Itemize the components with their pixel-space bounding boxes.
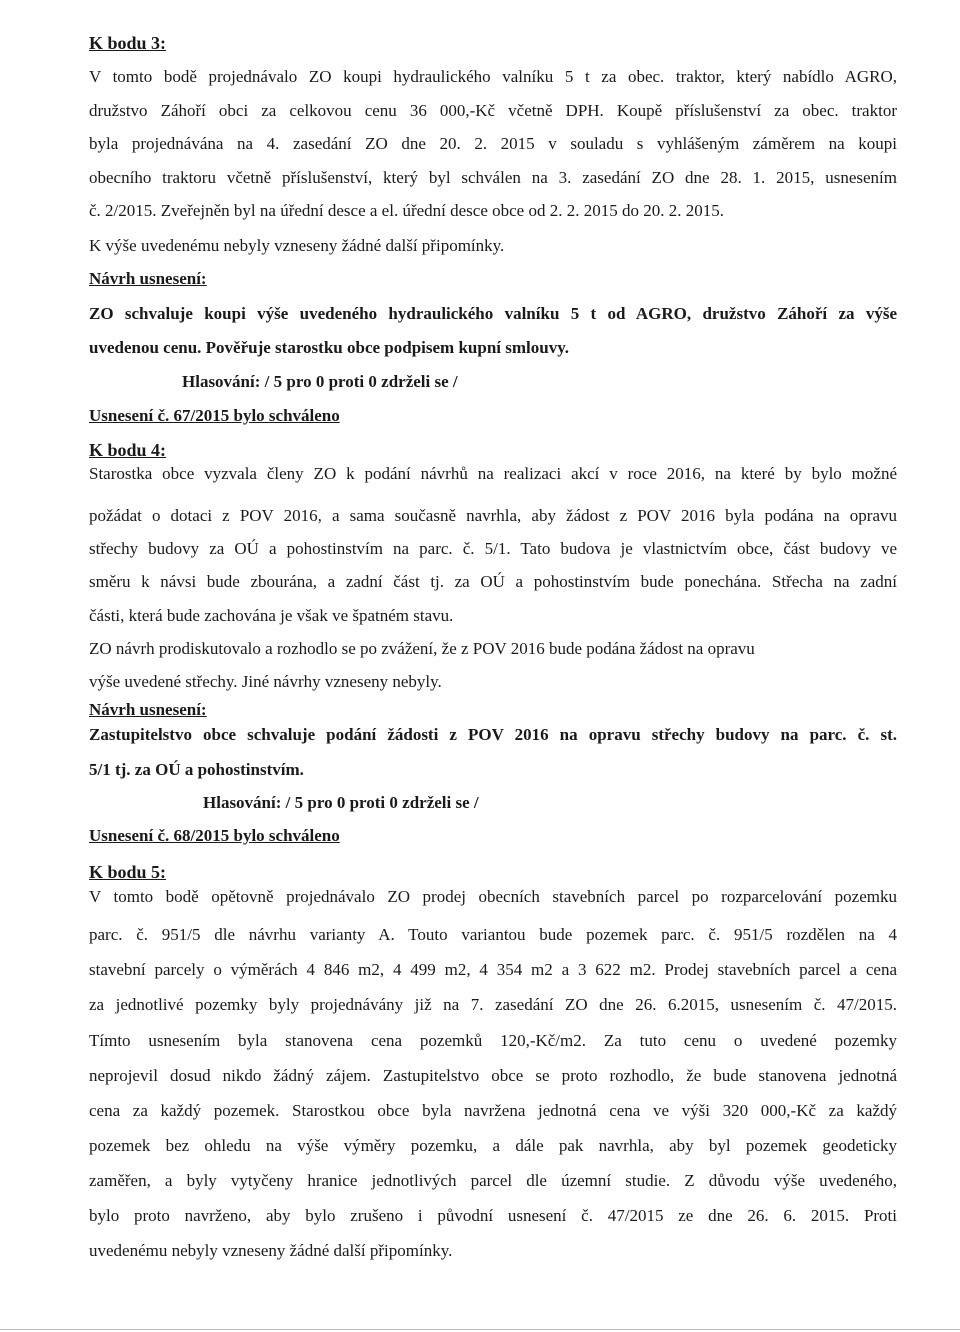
section-3-resolution: Usnesení č. 67/2015 bylo schváleno bbox=[89, 406, 340, 425]
section-4-resolution: Usnesení č. 68/2015 bylo schváleno bbox=[89, 826, 340, 845]
section-4-text-line: směru k návsi bude zbourána, a zadní část tj. za OÚ a pohostinstvím bude ponechána. Střecha na zadní bbox=[89, 572, 897, 591]
section-5-text-line: zaměřen, a byly vytyčeny hranice jednotlivých parcel dle územní studie. Z důvodu výše uvedeného, bbox=[89, 1171, 897, 1190]
section-4-proposal-line: 5/1 tj. za OÚ a pohostinstvím. bbox=[89, 760, 304, 779]
section-3-proposal-line: ZO schvaluje koupi výše uvedeného hydraulického valníku 5 t od AGRO, družstvo Záhoří za výše bbox=[89, 304, 897, 323]
section-4-text-line: Starostka obce vyzvala členy ZO k podání návrhů na realizaci akcí v roce 2016, na které by bylo možné bbox=[89, 464, 897, 483]
section-3-proposal-line: uvedenou cenu. Pověřuje starostku obce podpisem kupní smlouvy. bbox=[89, 338, 570, 357]
section-4-vote: Hlasování: / 5 pro 0 proti 0 zdrželi se / bbox=[203, 793, 479, 812]
section-5-text-line: parc. č. 951/5 dle návrhu varianty A. Touto variantou bude pozemek parc. č. 951/5 rozdělen na 4 bbox=[89, 925, 897, 944]
page-bottom-rule bbox=[0, 1329, 960, 1330]
section-3-text-line: byla projednávána na 4. zasedání ZO dne 20. 2. 2015 v souladu s vyhlášeným záměrem na koupi bbox=[89, 134, 897, 153]
section-4-proposal-label: Návrh usnesení: bbox=[89, 700, 207, 719]
section-5-text-line: stavební parcely o výměrách 4 846 m2, 4 499 m2, 4 354 m2 a 3 622 m2. Prodej stavebních parcel a cena bbox=[89, 960, 897, 979]
section-5-text-line: cena za každý pozemek. Starostkou obce byla navržena jednotná cena ve výši 320 000,-Kč za každý bbox=[89, 1101, 897, 1120]
section-5-text-line: uvedenému nebyly vzneseny žádné další připomínky. bbox=[89, 1241, 453, 1260]
section-4-text-line: části, která bude zachována je však ve špatném stavu. bbox=[89, 606, 454, 625]
section-4-text-line: požádat o dotaci z POV 2016, a sama současně navrhla, aby žádost z POV 2016 byla podána na opravu bbox=[89, 506, 897, 525]
section-4-proposal-line: Zastupitelstvo obce schvaluje podání žádosti z POV 2016 na opravu střechy budovy na parc. č. st. bbox=[89, 725, 897, 744]
section-4-text-line: střechy budovy za OÚ a pohostinstvím na parc. č. 5/1. Tato budova je vlastnictvím obce, část budovy ve bbox=[89, 539, 897, 558]
section-3-text-line: K výše uvedenému nebyly vzneseny žádné další připomínky. bbox=[89, 236, 505, 255]
section-5-text-line: neprojevil dosud nikdo žádný zájem. Zastupitelstvo obce se proto rozhodlo, že bude stanovena jednotná bbox=[89, 1066, 897, 1085]
section-5-text-line: Tímto usnesením byla stanovena cena pozemků 120,-Kč/m2. Za tuto cenu o uvedené pozemky bbox=[89, 1031, 897, 1050]
section-4-text-line: výše uvedené střechy. Jiné návrhy vzneseny nebyly. bbox=[89, 672, 442, 691]
section-4-text-line: ZO návrh prodiskutovalo a rozhodlo se po zvážení, že z POV 2016 bude podána žádost na opravu bbox=[89, 639, 755, 658]
section-3-proposal-label: Návrh usnesení: bbox=[89, 269, 207, 288]
section-5-text-line: V tomto bodě opětovně projednávalo ZO prodej obecních stavebních parcel po rozparcelování pozemku bbox=[89, 887, 897, 906]
section-4-heading: K bodu 4: bbox=[89, 440, 167, 460]
section-5-text-line: za jednotlivé pozemky byly projednávány již na 7. zasedání ZO dne 26. 6.2015, usnesením č. 47/2015. bbox=[89, 995, 897, 1014]
section-3-text-line: V tomto bodě projednávalo ZO koupi hydraulického valníku 5 t za obec. traktor, který nabídlo AGRO, bbox=[89, 67, 897, 86]
section-5-text-line: pozemek bez ohledu na výše výměry pozemku, a dále pak navrhla, aby byl pozemek geodeticky bbox=[89, 1136, 897, 1155]
section-5-heading: K bodu 5: bbox=[89, 862, 167, 882]
section-3-text-line: č. 2/2015. Zveřejněn byl na úřední desce a el. úřední desce obce od 2. 2. 2015 do 20. 2. 2015. bbox=[89, 201, 724, 220]
section-3-text-line: družstvo Záhoří obci za celkovou cenu 36 000,-Kč včetně DPH. Koupě příslušenství za obec. traktor bbox=[89, 101, 897, 120]
section-3-text-line: obecního traktoru včetně příslušenství, který byl schválen na 3. zasedání ZO dne 28. 1. 2015, usnesením bbox=[89, 168, 897, 187]
section-5-text-line: bylo proto navrženo, aby bylo zrušeno i původní usnesení č. 47/2015 ze dne 26. 6. 2015. Proti bbox=[89, 1206, 897, 1225]
section-3-heading: K bodu 3: bbox=[89, 33, 167, 53]
section-3-vote: Hlasování: / 5 pro 0 proti 0 zdrželi se / bbox=[182, 372, 458, 391]
